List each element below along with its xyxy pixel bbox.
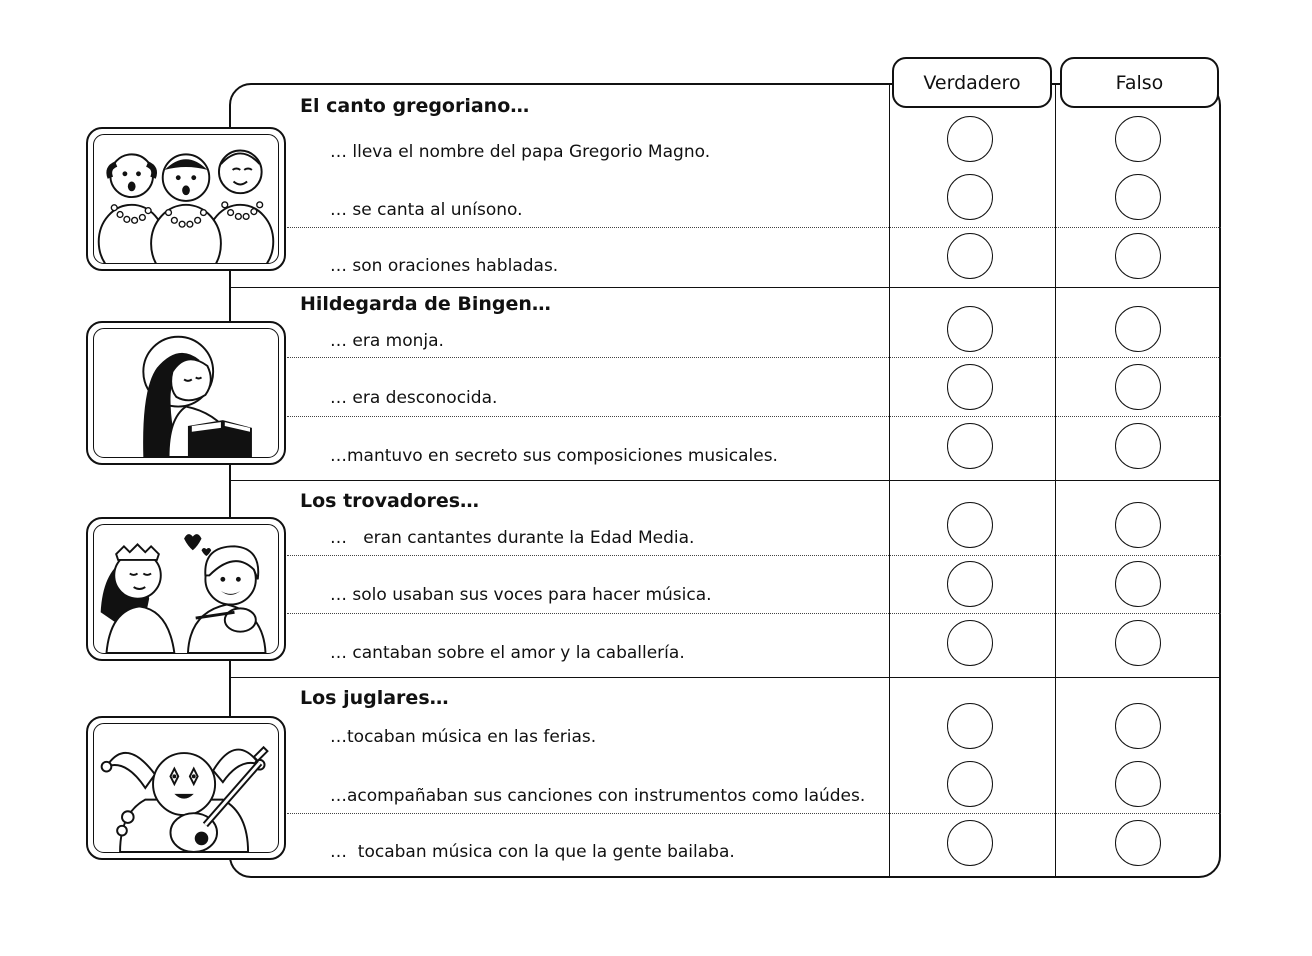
statement-1-1: … lleva el nombre del papa Gregorio Magno. (330, 142, 711, 162)
statement-1-2: … se canta al unísono. (330, 200, 523, 220)
answer-falso-3-3[interactable] (1115, 620, 1161, 666)
answer-falso-1-2[interactable] (1115, 174, 1161, 220)
jester-with-lute-illustration (86, 716, 286, 860)
answer-falso-2-1[interactable] (1115, 306, 1161, 352)
statement-2-1: … era monja. (330, 331, 444, 351)
statement-4-2: …acompañaban sus canciones con instrumentos como laúdes. (330, 786, 866, 806)
answer-falso-1-1[interactable] (1115, 116, 1161, 162)
column-header-falso-label: Falso (1115, 71, 1164, 94)
answer-verdadero-2-2[interactable] (947, 364, 993, 410)
answer-verdadero-1-2[interactable] (947, 174, 993, 220)
answer-verdadero-1-3[interactable] (947, 233, 993, 279)
section-title-trovadores: Los trovadores… (300, 490, 480, 512)
row-separator (287, 357, 1221, 358)
row-separator (287, 813, 1221, 814)
answer-verdadero-3-3[interactable] (947, 620, 993, 666)
answer-verdadero-4-1[interactable] (947, 703, 993, 749)
answer-falso-4-3[interactable] (1115, 820, 1161, 866)
answer-falso-4-2[interactable] (1115, 761, 1161, 807)
column-header-verdadero-label: Verdadero (923, 71, 1021, 94)
row-separator (287, 613, 1221, 614)
statement-3-3: … cantaban sobre el amor y la caballería. (330, 643, 685, 663)
answer-falso-3-1[interactable] (1115, 502, 1161, 548)
answer-verdadero-3-1[interactable] (947, 502, 993, 548)
answer-falso-1-3[interactable] (1115, 233, 1161, 279)
column-header-verdadero (892, 57, 1052, 108)
column-header-falso (1060, 57, 1219, 108)
section-separator (229, 677, 1221, 678)
answer-verdadero-3-2[interactable] (947, 561, 993, 607)
row-separator (287, 227, 1221, 228)
nun-reading-image (94, 329, 278, 457)
section-title-juglares: Los juglares… (300, 687, 449, 709)
section-separator (229, 287, 1221, 288)
row-separator (287, 416, 1221, 417)
troubadour-couple-image (94, 525, 278, 653)
troubadour-couple-illustration (86, 517, 286, 661)
answer-falso-2-3[interactable] (1115, 423, 1161, 469)
row-separator (287, 555, 1221, 556)
answer-verdadero-4-2[interactable] (947, 761, 993, 807)
monks-singing-illustration (86, 127, 286, 271)
monks-singing-image (94, 135, 278, 263)
answer-verdadero-2-3[interactable] (947, 423, 993, 469)
statement-2-2: … era desconocida. (330, 388, 498, 408)
nun-reading-illustration (86, 321, 286, 465)
statement-3-1: … eran cantantes durante la Edad Media. (330, 528, 695, 548)
statement-2-3: …mantuvo en secreto sus composiciones musicales. (330, 446, 778, 466)
answer-verdadero-1-1[interactable] (947, 116, 993, 162)
statement-4-1: …tocaban música en las ferias. (330, 727, 597, 747)
answer-verdadero-4-3[interactable] (947, 820, 993, 866)
statement-3-2: … solo usaban sus voces para hacer música. (330, 585, 712, 605)
answer-falso-4-1[interactable] (1115, 703, 1161, 749)
statement-4-3: … tocaban música con la que la gente bailaba. (330, 842, 735, 862)
section-separator (229, 480, 1221, 481)
answer-verdadero-2-1[interactable] (947, 306, 993, 352)
statement-1-3: … son oraciones habladas. (330, 256, 559, 276)
jester-with-lute-image (94, 724, 278, 852)
answer-falso-2-2[interactable] (1115, 364, 1161, 410)
section-title-canto-gregoriano: El canto gregoriano… (300, 95, 530, 117)
answer-falso-3-2[interactable] (1115, 561, 1161, 607)
section-title-hildegarda: Hildegarda de Bingen… (300, 293, 551, 315)
